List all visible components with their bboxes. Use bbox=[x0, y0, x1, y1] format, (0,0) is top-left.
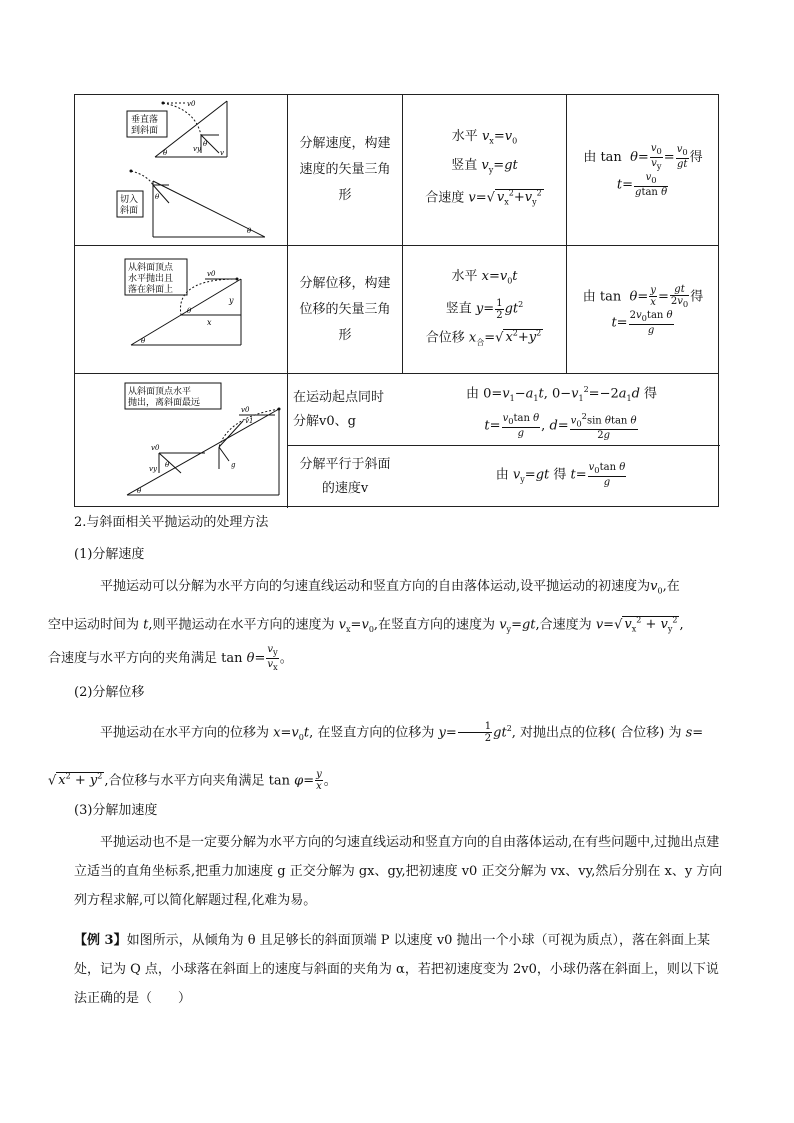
paragraph-acceleration: 平抛运动也不是一定要分解为水平方向的匀速直线运动和竖直方向的自由落体运动,在有些问题中,过抛出点建立适当的直角坐标系,把重力加速度 g 正交分解为 gx、gy,把初速度 v0 正交分解为 vx、vy,然后分别在 x、y 方向列方程求解,可以简化解题过程,化难为易。 bbox=[74, 835, 723, 908]
svg-text:v0: v0 bbox=[151, 444, 160, 452]
figure-slope-landing bbox=[115, 249, 275, 369]
row3-method-a: 在运动起点同时分解v0、g bbox=[293, 389, 385, 429]
svg-text:斜面: 斜面 bbox=[120, 206, 139, 216]
row2-basic-eqs: 水平 $x=v_0t$ 竖直 y= $\frac{1}{2}$ $gt^2$ 合位移 $x_合=√$ $x^2+y^2$ bbox=[425, 268, 542, 347]
svg-text:v0: v0 bbox=[207, 270, 216, 278]
row3-equation-a: 由 $0=v_1-a_1t$, $0-v_1^2=-2a_1d$ 得 t= $\frac{v_0\tan \theta}{g}$ , d= $\frac{v_0^2\sin \theta\tan \theta}{2g}$ bbox=[465, 384, 658, 442]
svg-text:垂直落: 垂直落 bbox=[131, 115, 159, 125]
figure-farthest-from-slope bbox=[119, 377, 285, 505]
svg-text:从斜面顶点: 从斜面顶点 bbox=[128, 263, 174, 273]
svg-text:θ: θ bbox=[137, 487, 142, 495]
svg-text:v: v bbox=[220, 149, 224, 157]
row2-conclusion: 由 tan θ= $\frac{y}{x}$ = $\frac{gt}{2v_0}$ 得 t= $\frac{2v_0\tan \theta}{g}$ bbox=[582, 283, 704, 336]
row3-method-b: 分解平行于斜面的速度v bbox=[299, 457, 391, 496]
svg-text:vy: vy bbox=[149, 465, 157, 473]
example-3: 【例 3】如图所示，从倾角为 θ 且足够长的斜面顶端 P 以速度 v0 抛出一个小球（可视为质点），落在斜面上某处，记为 Q 点，小球落在斜面上的速度与斜面的夹角为 α，若把初速度变为 2v0，小球仍落在斜面上，则以下说法正确的是（ ） bbox=[74, 933, 719, 1006]
svg-text:θ: θ bbox=[155, 193, 160, 201]
row2-method: 分解位移，构建位移的矢量三角形 bbox=[299, 275, 391, 343]
svg-text:vy: vy bbox=[193, 145, 201, 153]
row1-basic-eqs: 水平 $v_x=v_0$ 竖直 $v_y=gt$ 合速度 v=√ $v_x^2+v_y^2$ bbox=[425, 128, 542, 208]
row1-method: 分解速度，构建速度的矢量三角形 bbox=[299, 136, 391, 203]
svg-text:抛出，离斜面最远: 抛出，离斜面最远 bbox=[128, 398, 201, 408]
paragraph-displacement: 平抛运动在水平方向的位移为 $x=v_0t$, 在竖直方向的位移为 y= $\frac{1}{2}$ $gt^2$, 对抛出点的位移( 合位移) 为 s= √ $x^2 + y^2$ ,合位移与水平方向夹角满足 tan φ= $\frac{y}{x}$ 。 bbox=[48, 721, 704, 793]
svg-text:θ: θ bbox=[187, 307, 192, 315]
svg-text:θ: θ bbox=[203, 140, 208, 148]
svg-text:v0: v0 bbox=[241, 406, 250, 414]
summary-table bbox=[74, 94, 719, 507]
subsection-heading-velocity: (1)分解速度 bbox=[74, 547, 145, 562]
svg-text:g: g bbox=[231, 461, 236, 469]
svg-text:θ: θ bbox=[247, 227, 252, 235]
svg-text:v1: v1 bbox=[245, 417, 254, 425]
svg-text:到斜面: 到斜面 bbox=[131, 126, 159, 136]
paragraph-velocity: 平抛运动可以分解为水平方向的匀速直线运动和竖直方向的自由落体运动,设平抛运动的初速度为$v_0$,在 空中运动时间为 t,则平抛运动在水平方向的速度为 $v_x=v_0$,在竖直方向的速度为 $v_y=gt$,合速度为 v=√ $v_x^2 + v_y^2$ , 合速度与水平方向的夹角满足 tan θ= $\frac{v_y}{v_x}$ 。 bbox=[48, 579, 684, 672]
svg-text:y: y bbox=[229, 296, 234, 305]
svg-text:落在斜面上: 落在斜面上 bbox=[128, 285, 174, 295]
svg-text:x: x bbox=[207, 318, 212, 327]
section-title: 2.与斜面相关平抛运动的处理方法 bbox=[74, 515, 269, 530]
svg-text:θ: θ bbox=[163, 149, 168, 157]
row1-conclusion: 由 tan θ= $\frac{v_0}{v_y}$ = $\frac{v_0}{gt}$ 得 t= $\frac{v_0}{\text{gtan θ}}$ bbox=[583, 142, 703, 198]
subsection-heading-acceleration: (3)分解加速度 bbox=[74, 803, 158, 818]
subsection-heading-displacement: (2)分解位移 bbox=[74, 685, 145, 700]
svg-text:切入: 切入 bbox=[120, 195, 139, 205]
svg-text:θ: θ bbox=[141, 337, 146, 345]
svg-text:从斜面顶点水平: 从斜面顶点水平 bbox=[128, 387, 192, 397]
svg-text:水平抛出且: 水平抛出且 bbox=[128, 274, 174, 284]
figure-vertical-impact bbox=[115, 99, 265, 241]
svg-text:θ: θ bbox=[165, 461, 170, 469]
row3-equation-b: 由 $v_y=gt$ 得 t= $\frac{v_0\tan \theta}{g}$ bbox=[495, 461, 626, 488]
svg-text:v0: v0 bbox=[187, 100, 196, 108]
